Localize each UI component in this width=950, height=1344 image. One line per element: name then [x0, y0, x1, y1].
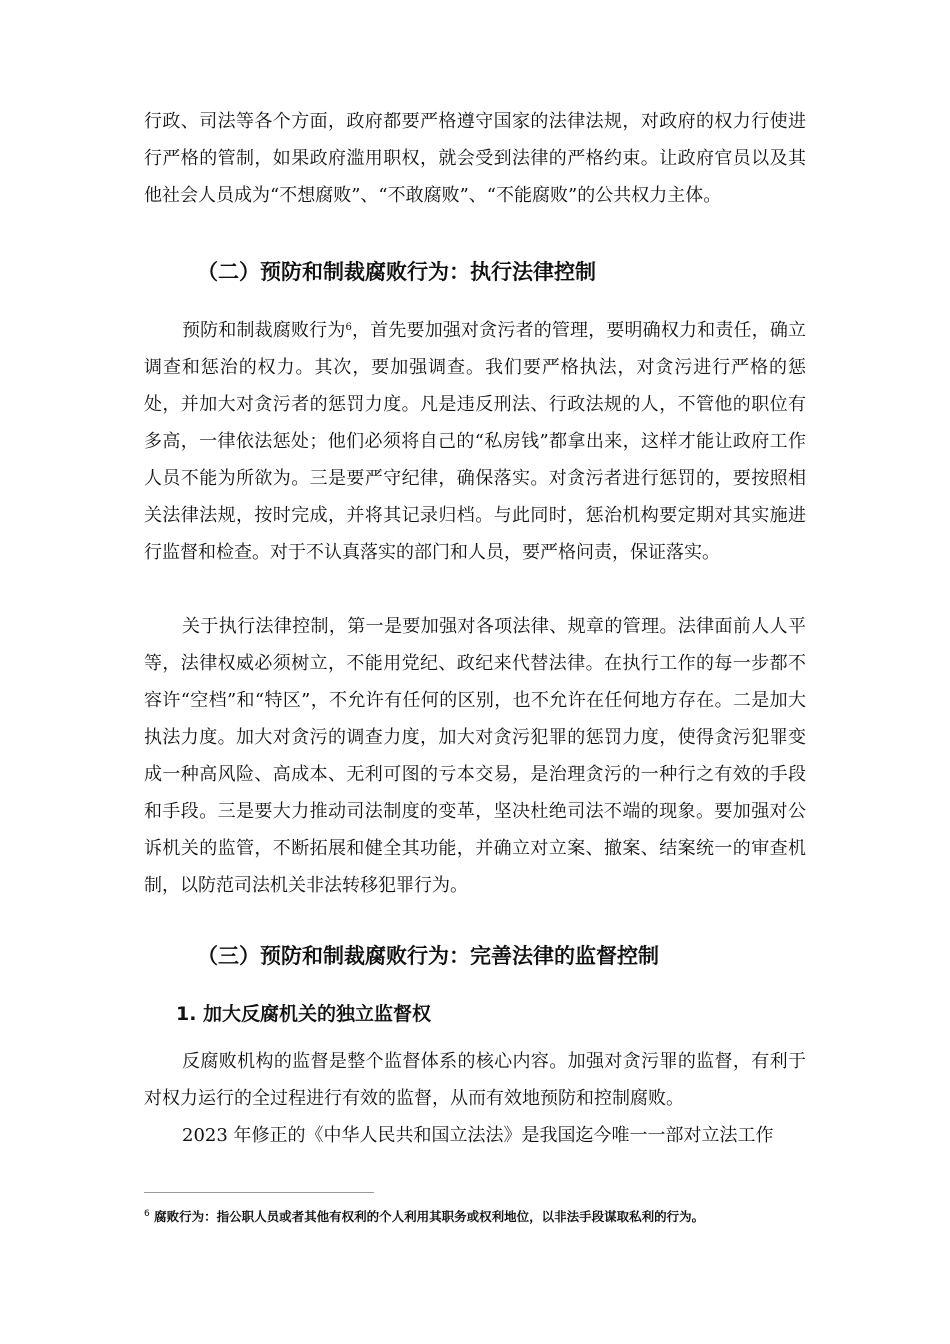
section-heading: （三）预防和制裁腐败行为：完善法律的监督控制: [197, 944, 659, 968]
body-paragraph: 关于执行法律控制，第一是要加强对各项法律、规章的管理。法律面前人人平等，法律权威必须树立，不能用党纪、政纪来代替法律。在执行工作的每一步都不容许“空档”和“特区”，不允许有任何的区别，也不允许在任何地方存在。二是加大执法力度。加大对贪污的调查力度，加大对贪污犯罪的惩罚力度，使得贪污犯罪变成一种高风险、高成本、无利可图的亏本交易，是治理贪污的一种行之有效的手段和手段。三是要大力推动司法制度的变革，坚决杜绝司法不端的现象。要加强对公诉机关的监管，不断拓展和健全其功能，并确立对立案、撤案、结案统一的审查机制，以防范司法机关非法转移犯罪行为。: [144, 616, 806, 896]
footnote-divider: [144, 1192, 374, 1193]
footnote-text: 腐败行为：指公职人员或者其他有权利的个人利用其职务或权利地位，以非法手段谋取私利的行为。: [154, 1209, 705, 1224]
body-paragraph: [144, 312, 806, 571]
footnote-number: 6: [144, 1209, 150, 1219]
footnote: [144, 1208, 806, 1226]
paragraph-text: 预防和制裁腐败行为: [182, 320, 346, 341]
body-paragraph: 2023 年修正的《中华人民共和国立法法》是我国迄今唯一一部对立法工作: [182, 1125, 774, 1146]
footnote-reference: 6: [345, 322, 352, 333]
paragraph-text: ，首先要加强对贪污者的管理，要明确权力和责任，确立调查和惩治的权力。其次，要加强调查。我们要严格执法，对贪污进行严格的惩处，并加大对贪污者的惩罚力度。凡是违反刑法、行政法规的人，不管他的职位有多高，一律依法惩处；他们必须将自己的“私房钱”都拿出来，这样才能让政府工作人员不能为所欲为。三是要严守纪律，确保落实。对贪污者进行惩罚的，要按照相关法律法规，按时完成，并将其记录归档。与此同时，惩治机构要定期对其实施进行监督和检查。对于不认真落实的部门和人员，要严格问责，保证落实。: [144, 320, 807, 563]
subsection-heading: 1. 加大反腐机关的独立监督权: [176, 1003, 432, 1025]
body-paragraph: 反腐败机构的监督是整个监督体系的核心内容。加强对贪污罪的监督，有利于对权力运行的全过程进行有效的监督，从而有效地预防和控制腐败。: [144, 1051, 806, 1109]
body-paragraph: 行政、司法等各个方面，政府都要严格遵守国家的法律法规，对政府的权力行使进行严格的管制，如果政府滥用职权，就会受到法律的严格约束。让政府官员以及其他社会人员成为“不想腐败”、“不敢腐败”、“不能腐败”的公共权力主体。: [144, 111, 806, 206]
section-heading: （二）预防和制裁腐败行为：执行法律控制: [197, 260, 596, 284]
